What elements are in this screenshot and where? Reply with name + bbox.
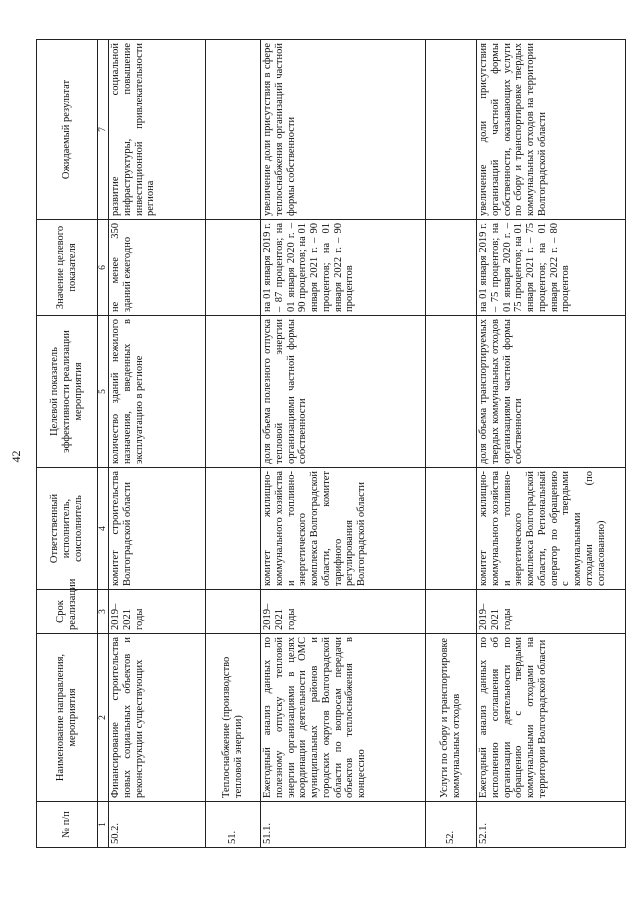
- empty-cell: [206, 220, 261, 316]
- measures-table: [36, 39, 626, 848]
- implementation-period: 2019–2021 годы: [477, 590, 626, 634]
- column-number: 3: [98, 590, 109, 634]
- expected-result: увеличение доли присутствия в сфере теплоснабжения организаций частной формы собственности: [261, 40, 426, 220]
- target-indicator: количество зданий нежилого назначения, введенных в эксплуатацию в регионе: [109, 316, 206, 468]
- empty-cell: [426, 316, 477, 468]
- header-cell-result: Ожидаемый результат: [37, 40, 98, 220]
- header-cell-executor: Ответственный исполнитель, соисполнитель: [37, 468, 98, 590]
- expected-result: развитие социальной инфраструктуры, повышение инвестиционной привлекательности региона: [109, 40, 206, 220]
- column-number: 2: [98, 634, 109, 802]
- row-number: 52.: [426, 802, 477, 848]
- header-cell-name: Наименование направления, мероприятия: [37, 634, 98, 802]
- table-row: [109, 40, 206, 848]
- implementation-period: 2019–2021 годы: [109, 590, 206, 634]
- header-cell-number: № п/п: [37, 802, 98, 848]
- measure-name: Финансирование строительства новых социальных объектов и реконструкции существующих: [109, 634, 206, 802]
- page-number: 42: [9, 450, 23, 463]
- header-cell-indicator: Целевой показатель эффективности реализации мероприятия: [37, 316, 98, 468]
- target-indicator: доля объема транспортируемых твердых коммунальных отходов организациями частной формы собственности: [477, 316, 626, 468]
- column-number: 7: [98, 40, 109, 220]
- column-number-row: [98, 40, 109, 848]
- responsible-executor: комитет жилищно-коммунального хозяйства и топливно-энергетического комплекса Волгоградской области, комитет тарифного регулирования Волгоградской области: [261, 468, 426, 590]
- target-indicator: доля объема полезного отпуска тепловой энергии организациями частной формы собственности: [261, 316, 426, 468]
- responsible-executor: комитет жилищно-коммунального хозяйства и топливно-энергетического комплекса Волгоградской области, Региональный оператор по обращению с твердыми коммунальными отходами (по согласованию): [477, 468, 626, 590]
- row-number: 51.: [206, 802, 261, 848]
- indicator-value: на 01 января 2019 г. – 75 процентов; на 01 января 2020 г. – 75 процентов; на 01 января 2021 г. – 75 процентов; на 01 января 2022 г. – 80 процентов: [477, 220, 626, 316]
- section-title: Теплоснабжение (производство тепловой энергии): [206, 634, 261, 802]
- row-number: 51.1.: [261, 802, 426, 848]
- section-title: Услуги по сбору и транспортировке коммунальных отходов: [426, 634, 477, 802]
- column-number: 4: [98, 468, 109, 590]
- implementation-period: 2019–2021 годы: [261, 590, 426, 634]
- rotated-page-content: [36, 40, 618, 848]
- expected-result: увеличение доли присутствия организаций частной формы собственности, оказывающих услуги по сбору и транспортировке твердых коммунальных отходов на территории Волгоградской области: [477, 40, 626, 220]
- table-section-row: [426, 40, 477, 848]
- empty-cell: [206, 40, 261, 220]
- empty-cell: [206, 590, 261, 634]
- column-number: 1: [98, 802, 109, 848]
- table-row: [477, 40, 626, 848]
- table-header-row: [37, 40, 98, 848]
- header-cell-value: Значение целевого показателя: [37, 220, 98, 316]
- empty-cell: [426, 40, 477, 220]
- row-number: 52.1.: [477, 802, 626, 848]
- empty-cell: [426, 220, 477, 316]
- table-section-row: [206, 40, 261, 848]
- measure-name: Ежегодный анализ данных по полезному отпуску тепловой энергии организациями в целях координации деятельности ОМС муниципальных районов и городских округов Волгоградской области по вопросам передачи объектов теплоснабжения в концессию: [261, 634, 426, 802]
- responsible-executor: комитет строительства Волгоградской области: [109, 468, 206, 590]
- row-number: 50.2.: [109, 802, 206, 848]
- empty-cell: [426, 590, 477, 634]
- indicator-value: не менее 350 зданий ежегодно: [109, 220, 206, 316]
- column-number: 5: [98, 316, 109, 468]
- header-cell-period: Срок реализации: [37, 590, 98, 634]
- empty-cell: [206, 316, 261, 468]
- column-number: 6: [98, 220, 109, 316]
- table-row: [261, 40, 426, 848]
- measure-name: Ежегодный анализ данных по исполнению соглашения об организации деятельности по обращению с твердыми коммунальными отходами на территории Волгоградской области: [477, 634, 626, 802]
- empty-cell: [426, 468, 477, 590]
- indicator-value: на 01 января 2019 г. – 87 процентов; на 01 января 2020 г. – 90 процентов; на 01 января 2021 г. – 90 процентов; на 01 января 2022 г. – 90 процентов: [261, 220, 426, 316]
- empty-cell: [206, 468, 261, 590]
